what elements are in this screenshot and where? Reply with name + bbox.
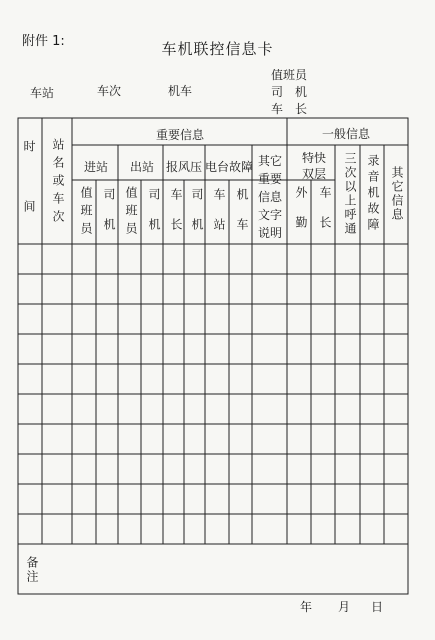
conductor-field-label: 车 长	[271, 102, 308, 116]
duty-officer-field-label: 值班员	[271, 68, 308, 82]
other-info-header: 其它信息	[390, 166, 404, 222]
third-call-header: 三次以上呼通	[343, 152, 357, 236]
important-info-header: 重要信息	[156, 128, 205, 142]
entering-driver-subheader: 司机	[102, 188, 116, 248]
driver-field-label: 司 机	[271, 85, 308, 99]
express-double-deck-header: 特快双层	[301, 151, 326, 181]
time-column-header: 时间	[22, 140, 36, 260]
entering-header: 进站	[84, 160, 109, 174]
air-pressure-header: 报风压	[166, 160, 203, 174]
departing-header: 出站	[130, 160, 155, 174]
radio-station-subheader: 车站	[212, 188, 226, 248]
departing-driver-subheader: 司机	[147, 188, 161, 248]
remarks-label: 备注	[25, 556, 39, 584]
locomotive-field-label: 机车	[168, 84, 193, 98]
entering-duty-subheader: 值班员	[79, 186, 93, 240]
station-field-label: 车站	[30, 86, 55, 100]
pressure-conductor-subheader: 车长	[169, 188, 183, 248]
express-outside-subheader: 外勤	[294, 186, 308, 246]
pressure-driver-subheader: 司机	[190, 188, 204, 248]
form-title: 车机联控信息卡	[161, 40, 274, 58]
footer-year: 年	[300, 600, 313, 614]
general-info-header: 一般信息	[322, 127, 371, 141]
recorder-fault-header: 录音机故障	[366, 154, 380, 234]
radio-fault-header: 电台故障	[205, 160, 254, 174]
express-conductor-subheader: 车长	[318, 186, 332, 246]
footer-month: 月	[338, 600, 351, 614]
train-number-field-label: 车次	[97, 84, 122, 98]
footer-day: 日	[371, 600, 384, 614]
station-or-train-column-header: 站名或车次	[51, 138, 65, 228]
attachment-label: 附件 1:	[22, 34, 65, 49]
departing-duty-subheader: 值班员	[124, 186, 138, 240]
other-important-header: 其它重要信息文字说明	[258, 154, 283, 240]
radio-locomotive-subheader: 机车	[235, 188, 249, 248]
